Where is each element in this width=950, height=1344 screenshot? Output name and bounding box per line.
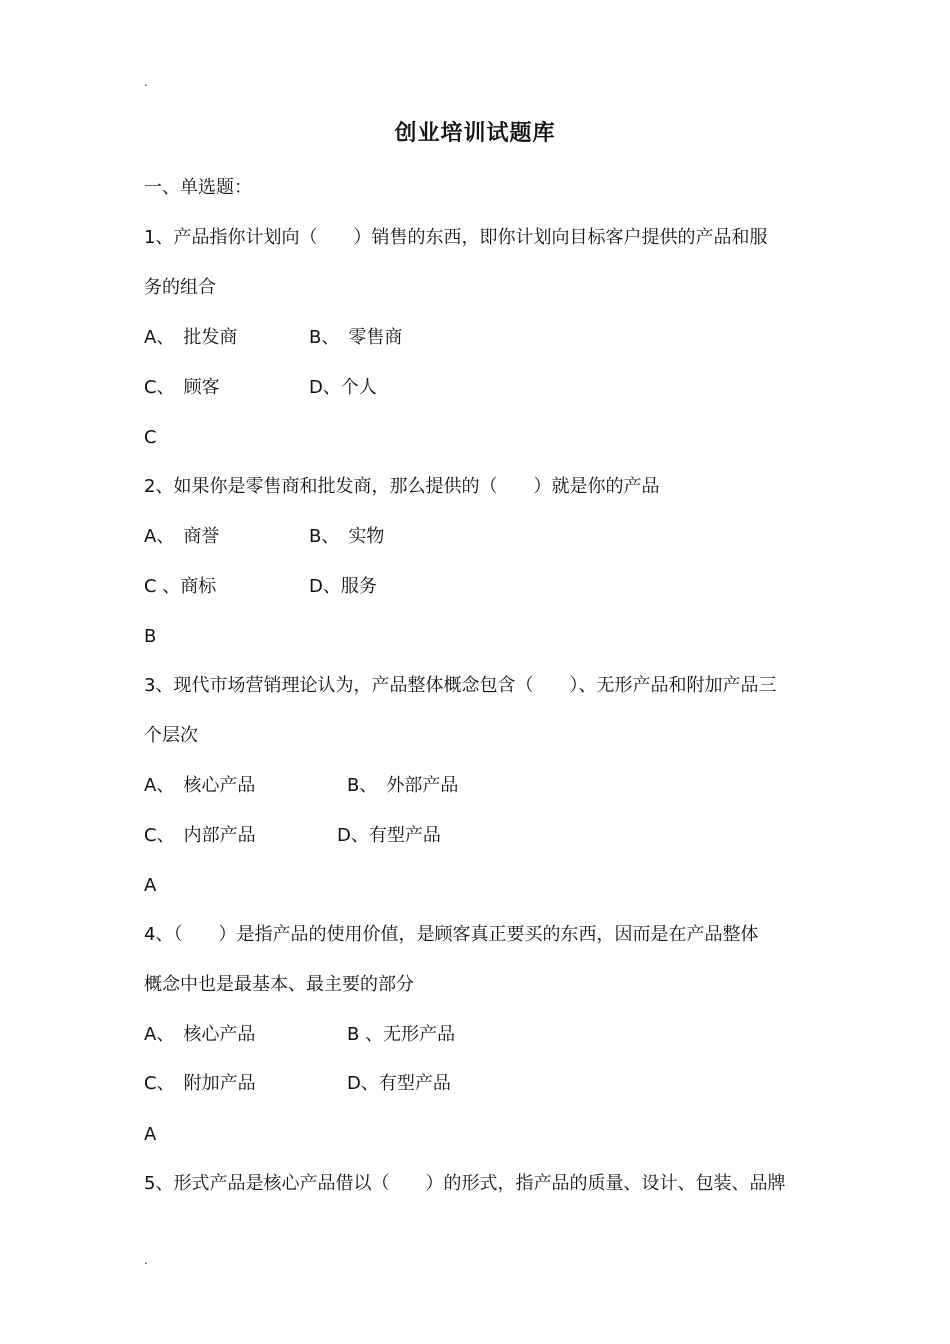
question-2-stem: 2、如果你是零售商和批发商，那么提供的（ ）就是你的产品 (144, 476, 660, 497)
page-marker-top: . (144, 75, 148, 89)
question-1-stem: 1、产品指你计划向（ ）销售的东西，即你计划向目标客户提供的产品和服 (144, 227, 768, 248)
question-3-options-row-2 (144, 823, 814, 849)
question-4-option-d: D、有型产品 (347, 1073, 451, 1094)
question-3-options-row-1 (144, 773, 814, 799)
question-2-option-a: A、 商誉 (144, 526, 220, 547)
question-4-stem-cont: 概念中也是最基本、最主要的部分 (144, 974, 414, 995)
question-1-option-a: A、 批发商 (144, 327, 238, 348)
question-2-options-row-1 (144, 524, 814, 550)
question-3-option-c: C、 内部产品 (144, 825, 256, 846)
question-3-stem: 3、现代市场营销理论认为，产品整体概念包含（ ）、无形产品和附加产品三 (144, 675, 777, 696)
question-2-options-row-2 (144, 574, 814, 600)
question-4-option-a: A、 核心产品 (144, 1024, 256, 1045)
question-1-option-b: B、 零售商 (309, 327, 403, 348)
question-4-options-row-2 (144, 1071, 814, 1097)
question-3-option-b: B、 外部产品 (347, 775, 459, 796)
question-1-options-row-2 (144, 375, 814, 401)
question-2-option-d: D、服务 (309, 576, 377, 597)
document-title: 创业培训试题库 (394, 121, 556, 146)
question-2-answer: B (144, 626, 157, 647)
question-4-options-row-1 (144, 1022, 814, 1048)
question-3-answer: A (144, 875, 157, 896)
question-3-stem-cont: 个层次 (144, 725, 198, 746)
question-4-option-b: B 、无形产品 (347, 1024, 456, 1045)
question-1-stem-cont: 务的组合 (144, 277, 216, 298)
question-3-option-a: A、 核心产品 (144, 775, 256, 796)
question-1-answer: C (144, 427, 157, 448)
page-marker-bottom: . (144, 1253, 148, 1267)
question-3-option-d: D、有型产品 (337, 825, 441, 846)
question-2-option-c: C 、商标 (144, 576, 217, 597)
question-4-answer: A (144, 1124, 157, 1145)
question-1-option-d: D、个人 (309, 377, 377, 398)
question-2-option-b: B、 实物 (309, 526, 385, 547)
question-4-option-c: C、 附加产品 (144, 1073, 256, 1094)
question-1-option-c: C、 顾客 (144, 377, 220, 398)
question-1-options-row-1 (144, 325, 814, 351)
question-4-stem: 4、（ ）是指产品的使用价值，是顾客真正要买的东西，因而是在产品整体 (144, 924, 759, 945)
question-5-stem: 5、形式产品是核心产品借以（ ）的形式，指产品的质量、设计、包装、品牌 (144, 1173, 786, 1194)
section-heading: 一、单选题： (144, 177, 252, 198)
